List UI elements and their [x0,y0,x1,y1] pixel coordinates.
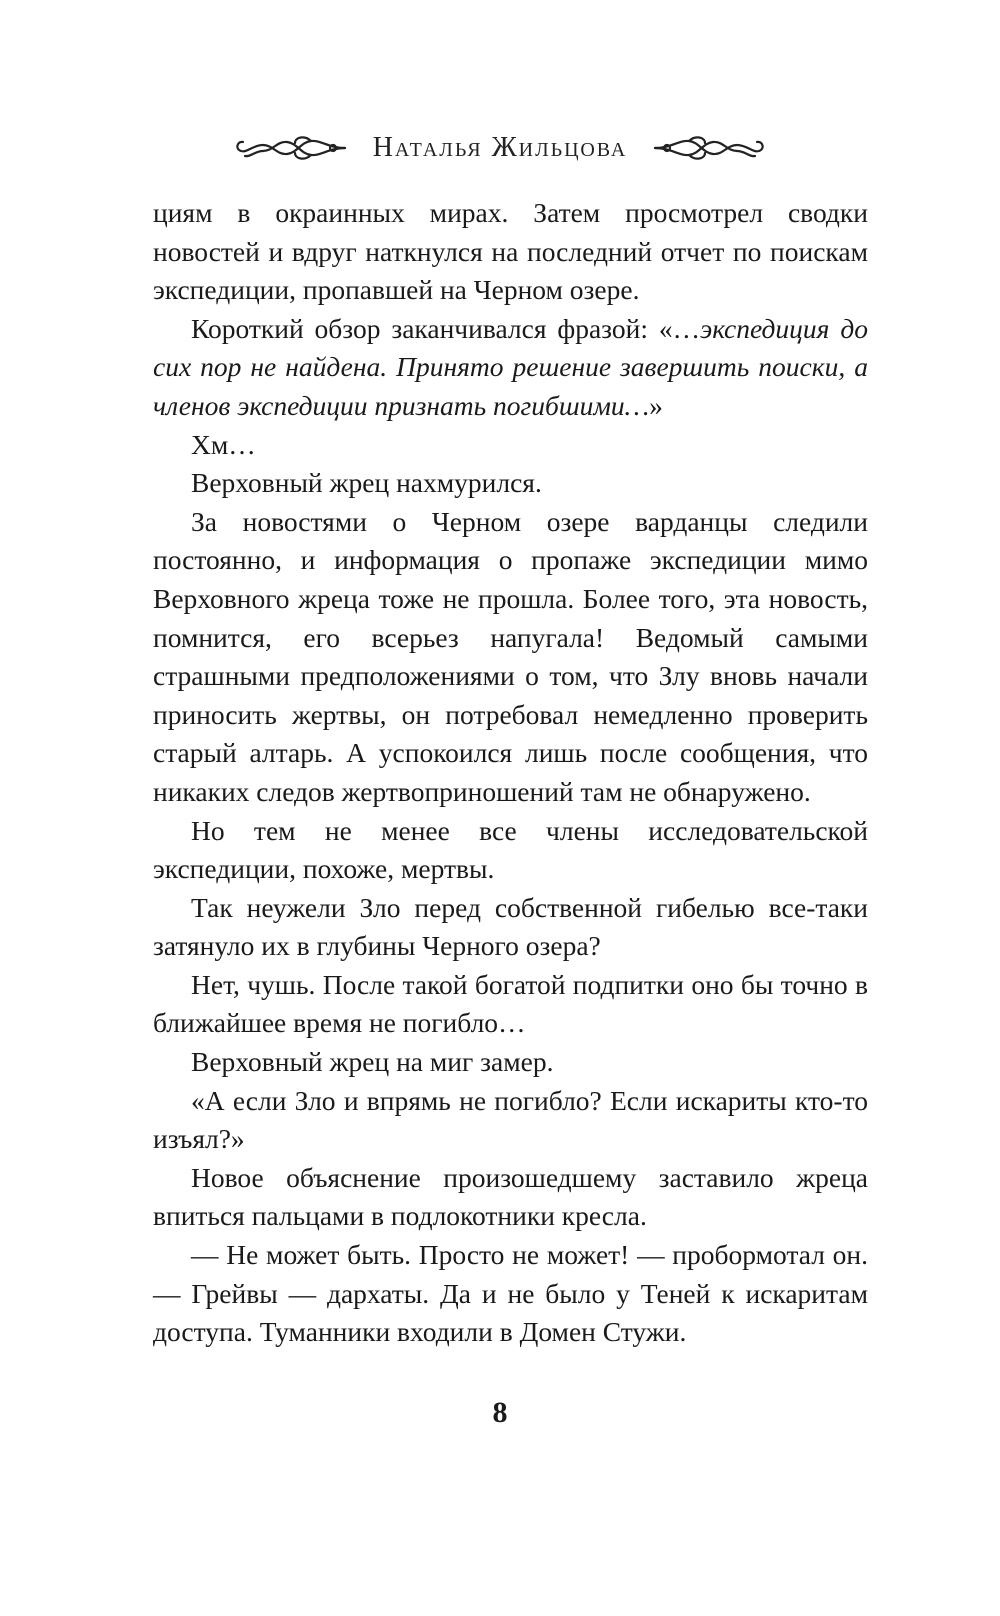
paragraph [153,966,868,1043]
paragraph [153,1159,868,1236]
text-run: «А если Зло и впрямь не погибло? Если искариты кто-то изъял?» [153,1084,868,1155]
paragraph [153,194,868,310]
flourish-ornament-left-icon [233,131,351,165]
flourish-ornament-right-icon [649,131,767,165]
paragraph [153,1082,868,1159]
paragraph [153,1043,868,1082]
text-run: Но тем не менее все члены исследовательской экспедиции, похоже, мертвы. [153,814,868,885]
text-run: Нет, чушь. После такой богатой подпитки оно бы точно в ближайшее время не погибло… [153,968,868,1039]
author-name: Наталья Жильцова [372,132,628,163]
running-header [0,128,1000,168]
text-run: Короткий обзор заканчивался фразой: «… [191,312,701,344]
text-run: За новостями о Черном озере варданцы следили постоянно, и информация о пропаже экспедиции мимо Верховного жреца тоже не прошла. Более того, эта новость, помнится, его всерьез напугала! Ведомый самыми страшными предположениями о том, что Злу вновь начали приносить жертвы, он потребовал немедленно проверить старый алтарь. А успокоился лишь после сообщения, что никаких следов жертвоприношений там не обнаружено. [153,505,868,807]
page-number: 8 [492,1396,508,1429]
text-run: — Не может быть. Просто не может! — пробормотал он. — Грейвы — дархаты. Да и не было у Теней к искаритам доступа. Туманники входили в Домен Стужи. [153,1239,868,1348]
text-run: Так неужели Зло перед собственной гибелью все-таки затянуло их в глубины Черного озера? [153,891,868,962]
text-run: Новое объяснение произошедшему заставило жреца впиться пальцами в подлокотники кресла. [153,1161,868,1232]
paragraph [153,310,868,426]
paragraph [153,426,868,465]
italic-quote: экспедиция до сих пор не найдена. Принято решение завершить поиски, а членов экспедиции признать погибшими… [153,312,868,421]
paragraph [153,812,868,889]
paragraph [153,464,868,503]
text-run: циям в окраинных мирах. Затем просмотрел сводки новостей и вдруг наткнулся на последний отчет по поискам экспедиции, пропавшей на Черном озере. [153,197,868,306]
text-run: Хм… [191,428,256,460]
paragraph [153,889,868,966]
paragraph [153,1236,868,1352]
text-run: » [649,389,663,421]
page-body-text [153,194,868,1352]
paragraph [153,503,868,812]
text-run: Верховный жрец на миг замер. [191,1046,554,1078]
text-run: Верховный жрец нахмурился. [191,467,542,499]
